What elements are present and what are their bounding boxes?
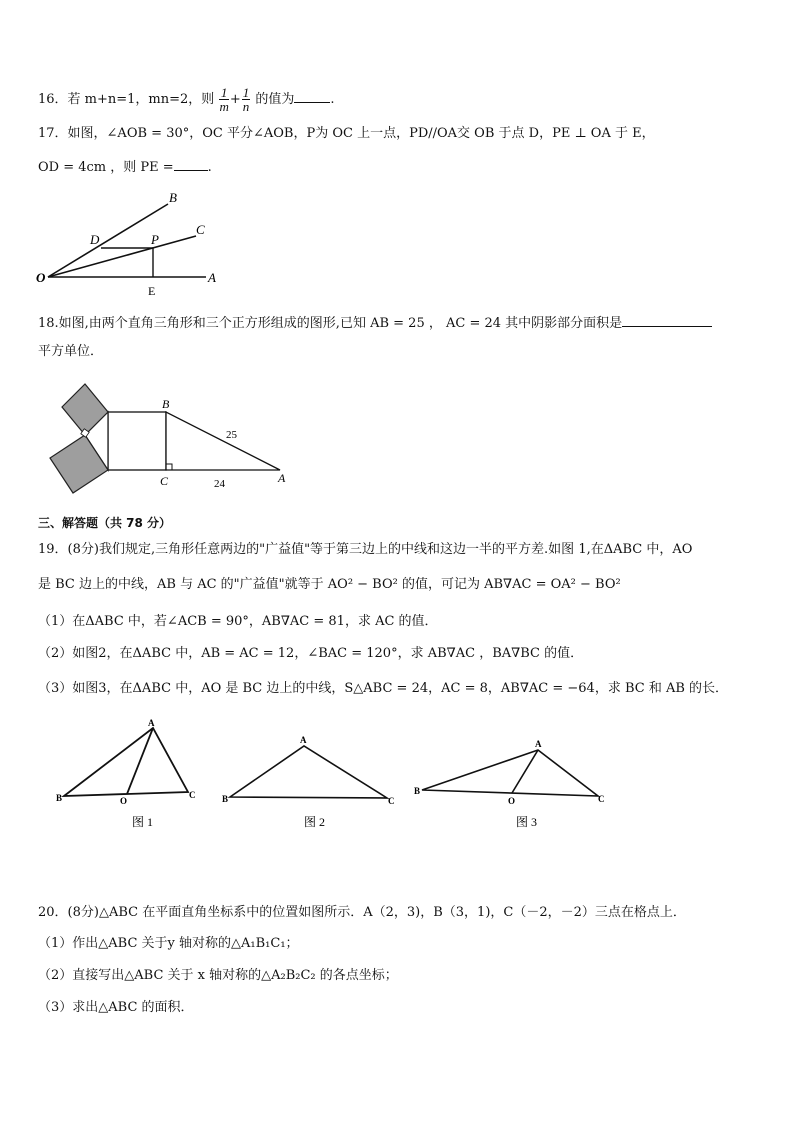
q19-part3: （3）如图3，在ΔABC 中，AO 是 BC 边上的中线，S△ABC = 24，AC = 8，AB∇AC = −64，求 BC 和 AB 的长． — [38, 681, 729, 696]
q20-part3: （3）求出△ABC 的面积． — [38, 1000, 194, 1015]
frac1-numerator: 1 — [220, 85, 228, 100]
fig1-label-o: O — [120, 796, 128, 806]
q17-line2-text: OD = 4cm ，则 PE = — [38, 160, 174, 175]
q18-figure — [38, 382, 298, 504]
fig3-caption: 图 3 — [516, 815, 538, 829]
q19-line1: 19．(8分)我们规定,三角形任意两边的"广益值"等于第三边上的中线和这边一半的平方差.如图 1,在ΔABC 中，AO — [38, 542, 693, 557]
q17-end: . — [207, 160, 212, 175]
fig3-label-a: A — [535, 739, 542, 749]
q20-line1: 20．(8分)△ABC 在平面直角坐标系中的位置如图所示．A（2，3)，B（3，1)，C（－2，－2）三点在格点上． — [38, 905, 686, 920]
q18-answer-blank[interactable] — [622, 312, 712, 327]
label-ab-length: 25 — [226, 429, 237, 441]
fig1-label-b: B — [56, 793, 63, 803]
q18-line2: 平方单位． — [38, 344, 104, 359]
q19-figure-2 — [222, 734, 402, 834]
ray-oc — [48, 236, 196, 277]
q19-part1: （1）在ΔABC 中，若∠ACB = 90°，AB∇AC = 81，求 AC 的值． — [38, 614, 438, 629]
fig1-triangle — [64, 728, 188, 796]
q16-fraction-1-over-m — [219, 86, 228, 113]
ray-ob — [48, 204, 168, 277]
q19-part2: （2）如图2，在ΔABC 中，AB = AC = 12，∠BAC = 120°，求 AB∇AC ，BA∇BC 的值． — [38, 646, 584, 661]
q16-fraction-1-over-n — [242, 86, 251, 113]
fig3-label-b: B — [414, 786, 421, 796]
fig2-label-b: B — [222, 794, 229, 804]
frac2-numerator: 1 — [242, 85, 250, 100]
frac2-denominator: n — [242, 99, 250, 114]
q20-part1: （1）作出△ABC 关于y 轴对称的△A₁B₁C₁； — [38, 936, 299, 951]
fig2-label-c: C — [388, 796, 395, 806]
q17-figure — [34, 186, 234, 300]
q16-answer-blank[interactable] — [294, 88, 330, 103]
q19-line2: 是 BC 边上的中线，AB 与 AC 的"广益值"就等于 AO² − BO² 的值，可记为 AB∇AC = OA² − BO² — [38, 577, 621, 592]
label-c: C — [196, 222, 205, 237]
q19-figure-3 — [412, 736, 612, 834]
fig3-label-o: O — [508, 796, 516, 806]
fig3-median-ao — [512, 750, 538, 793]
label-d: D — [90, 232, 100, 247]
fig2-caption: 图 2 — [304, 815, 326, 829]
label-o: O — [36, 270, 46, 285]
label-c: C — [160, 474, 169, 488]
label-a: A — [278, 471, 286, 485]
fig2-triangle — [230, 746, 387, 798]
fig2-label-a: A — [300, 735, 307, 745]
label-a: A — [208, 270, 216, 285]
q17-answer-blank[interactable] — [174, 156, 208, 171]
q16-end: . — [330, 92, 335, 107]
q16-line — [38, 86, 335, 113]
q18-line1-text: 18.如图,由两个直角三角形和三个正方形组成的图形,已知 AB = 25 ， AC = 24 其中阴影部分面积是 — [38, 316, 623, 331]
q16-suffix: 的值为 — [255, 92, 295, 107]
label-e: E — [148, 284, 156, 298]
fig1-label-a: A — [148, 718, 155, 728]
q17-line1: 17．如图，∠AOB = 30°，OC 平分∠AOB，P为 OC 上一点，PD//OA交 OB 于点 D，PE ⊥ OA 于 E， — [38, 126, 655, 141]
label-b: B — [169, 190, 177, 205]
label-p: P — [151, 232, 159, 247]
q20-part2: （2）直接写出△ABC 关于 x 轴对称的△A₂B₂C₂ 的各点坐标； — [38, 968, 398, 983]
section-3-title: 三、解答题（共 78 分） — [38, 516, 172, 530]
fig1-label-c: C — [189, 790, 196, 800]
q16-plus: + — [229, 92, 241, 107]
q18-line1 — [38, 312, 712, 334]
q16-prefix: 16．若 m+n=1，mn=2，则 — [38, 92, 215, 107]
center-square — [108, 412, 166, 470]
q19-figure-1 — [56, 716, 204, 834]
q17-line2 — [38, 156, 212, 178]
triangle-bca — [166, 412, 280, 470]
fig1-caption: 图 1 — [132, 815, 154, 829]
fig3-label-c: C — [598, 794, 605, 804]
label-b: B — [162, 397, 170, 411]
label-ac-length: 24 — [214, 478, 225, 490]
fig3-triangle — [422, 750, 598, 796]
frac1-denominator: m — [219, 99, 229, 114]
